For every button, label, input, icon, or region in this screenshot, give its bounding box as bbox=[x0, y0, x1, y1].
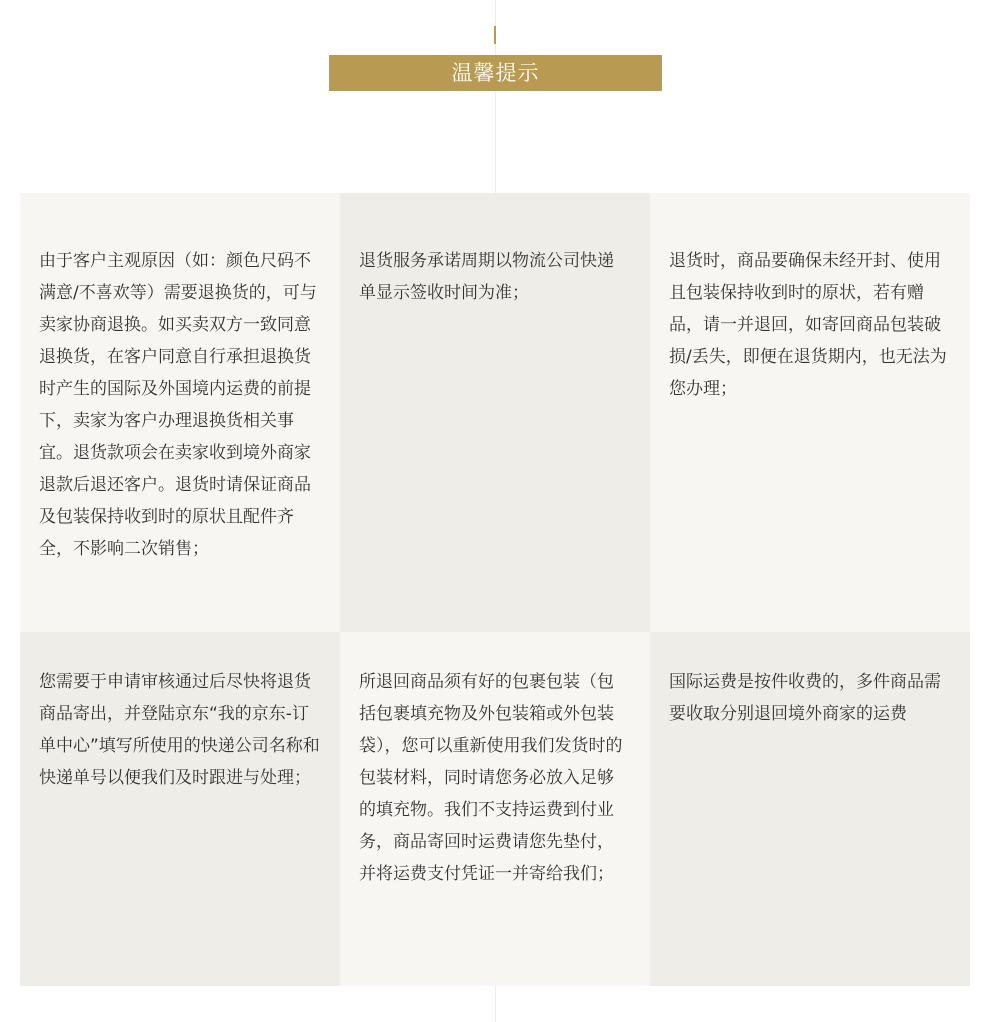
banner-tick-mark bbox=[494, 26, 496, 44]
tip-card-subjective-return bbox=[20, 193, 340, 632]
tip-card-international-shipping bbox=[650, 632, 970, 986]
tip-text: 由于客户主观原因（如：颜色尺码不满意/不喜欢等）需要退换货的，可与卖家协商退换。如买卖双方一致同意退换货，在客户同意自行承担退换货时产生的国际及外国境内运费的前提下，卖家为客户办理退换货相关事宜。退货款项会在卖家收到境外商家退款后退还客户。退货时请保证商品及包装保持收到时的原状且配件齐全，不影响二次销售； bbox=[39, 251, 317, 559]
notice-banner-title: 温馨提示 bbox=[451, 61, 540, 85]
notice-banner bbox=[329, 55, 662, 91]
tip-text: 所退回商品须有好的包裹包装（包括包裹填充物及外包装箱或外包装袋），您可以重新使用我们发货时的包装材料，同时请您务必放入足够的填充物。我们不支持运费到付业务，商品寄回时运费请您先垫付，并将运费支付凭证一并寄给我们； bbox=[359, 672, 623, 884]
tips-grid bbox=[20, 193, 970, 986]
tip-card-product-condition bbox=[650, 193, 970, 632]
tip-text: 退货时，商品要确保未经开封、使用且包装保持收到时的原状，若有赠品，请一并退回，如寄回商品包装破损/丢失，即便在退货期内，也无法为您办理； bbox=[669, 251, 947, 399]
tip-text: 退货服务承诺周期以物流公司快递单显示签收时间为准； bbox=[359, 251, 614, 303]
tip-card-return-period bbox=[340, 193, 650, 632]
tip-card-packaging bbox=[340, 632, 650, 986]
tip-card-ship-after-approval bbox=[20, 632, 340, 986]
tip-text: 国际运费是按件收费的，多件商品需要收取分别退回境外商家的运费 bbox=[669, 672, 941, 724]
tip-text: 您需要于申请审核通过后尽快将退货商品寄出，并登陆京东“我的京东-订单中心”填写所使用的快递公司名称和快递单号以便我们及时跟进与处理； bbox=[39, 672, 320, 788]
